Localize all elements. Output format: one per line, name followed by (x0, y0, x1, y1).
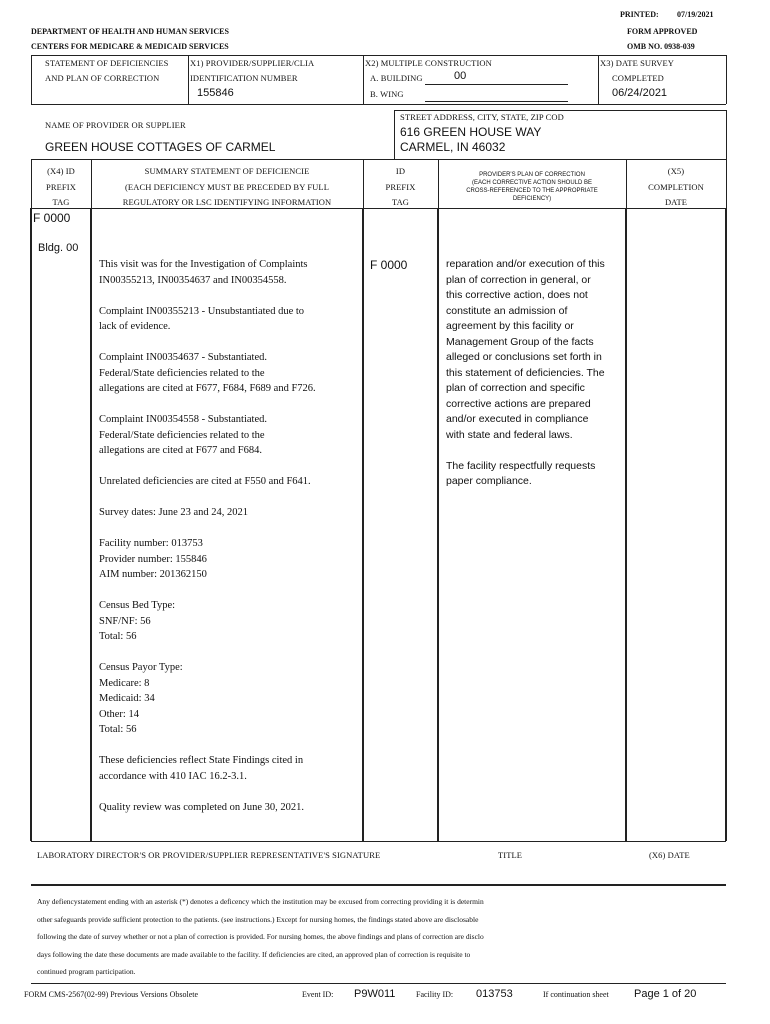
provider-name-label: NAME OF PROVIDER OR SUPPLIER (45, 120, 186, 130)
building-underline (425, 84, 568, 85)
summary-label-3: REGULATORY OR LSC IDENTIFYING INFORMATION (122, 197, 332, 207)
plan-paragraph: reparation and/or execution of this plan of correction in general, or this corrective action, does not constitute an admission of agreement by this facility or Management Group of the facts alleged or conclusions set forth in this statement of deficiencies. The plan of correction and specific corrective actions are prepared and/or executed in compliance with state and federal laws. (446, 258, 605, 441)
plan-label-3: CROSS-REFERENCED TO THE APPROPRIATE (466, 188, 598, 194)
x4-label-2: PREFIX (46, 182, 76, 192)
provider-name-value: GREEN HOUSE COTTAGES OF CARMEL (45, 140, 276, 154)
tag-left: F 0000 (33, 211, 71, 225)
event-id-label: Event ID: (302, 990, 334, 999)
plan-label-2: (EACH CORRECTIVE ACTION SHOULD BE (471, 180, 593, 186)
body-div-3 (437, 208, 439, 841)
x1-label-1: X1) PROVIDER/SUPPLIER/CLIA (190, 58, 315, 68)
body-div-1 (90, 208, 92, 841)
x2-label: X2) MULTIPLE CONSTRUCTION (365, 58, 492, 68)
continuation-label: If continuation sheet (543, 990, 609, 999)
page-number: Page 1 of 20 (634, 988, 697, 1000)
summary-paragraph: These deficiencies reflect State Findings cited in accordance with 410 IAC 16.2-3.1. (99, 755, 304, 782)
box-left (31, 55, 32, 104)
summary-paragraph: Complaint IN00355213 - Unsubstantiated due to lack of evidence. (99, 305, 305, 332)
building-label: A. BUILDING (370, 73, 423, 83)
id-label-1: ID (395, 166, 406, 176)
footnote-line: continued program participation. (37, 967, 136, 976)
box-right (726, 55, 727, 104)
summary-label-1: SUMMARY STATEMENT OF DEFICIENCIE (144, 166, 310, 176)
summary-paragraph: Unrelated deficiencies are cited at F550 and F641. (99, 476, 311, 487)
building-value: 00 (454, 70, 467, 82)
box-div3 (598, 55, 599, 104)
address-label: STREET ADDRESS, CITY, STATE, ZIP COD (400, 112, 564, 122)
summary-paragraph: Complaint IN00354558 - Substantiated. Federal/State deficiencies related to the allegations are cited at F677 and F684. (99, 414, 267, 456)
facility-id-value: 013753 (476, 988, 513, 1000)
address-top-border (394, 110, 726, 111)
box-div2 (363, 55, 364, 104)
wing-underline (425, 101, 568, 102)
building-tag: Bldg. 00 (38, 242, 79, 254)
survey-date-value: 06/24/2021 (612, 87, 668, 99)
statement-label-1: STATEMENT OF DEFICIENCIES (45, 58, 169, 68)
plan-label-1: PROVIDER'S PLAN OF CORRECTION (479, 172, 585, 178)
address-line-1: 616 GREEN HOUSE WAY (400, 125, 542, 139)
x5-label-3: DATE (664, 197, 688, 207)
address-right-border (726, 110, 727, 159)
summary-paragraph: Quality review was completed on June 30, 2021. (99, 801, 304, 813)
summary-paragraph: Complaint IN00354637 - Substantiated. Federal/State deficiencies related to the allegations are cited at F677, F684, F689 and F726. (99, 352, 316, 394)
omb-number: OMB NO. 0938-039 (627, 42, 695, 51)
signature-date-label: (X6) DATE (649, 850, 690, 860)
form-approved: FORM APPROVED (627, 27, 698, 36)
col-right (726, 159, 727, 208)
dept-title: DEPARTMENT OF HEALTH AND HUMAN SERVICES (31, 27, 229, 36)
form-number: FORM CMS-2567(02-99) Previous Versions Obsolete (24, 990, 199, 999)
facility-id-label: Facility ID: (416, 990, 454, 999)
body-div-4 (625, 208, 627, 841)
plan-paragraph: The facility respectfully requests paper compliance. (446, 459, 596, 487)
columns-bottom-border (31, 208, 726, 209)
centers-title: CENTERS FOR MEDICARE & MEDICAID SERVICES (31, 42, 229, 51)
summary-column (99, 257, 361, 815)
box-top-border (31, 55, 726, 56)
x3-label-2: COMPLETED (612, 73, 664, 83)
signature-bottom-border (31, 884, 726, 886)
title-label: TITLE (498, 850, 523, 860)
footnote-line: following the date of survey whether or not a plan of correction is provided. For nursing homes, the above findings and plans of correction are disclo (37, 932, 484, 941)
footnote-line: other safeguards provide sufficient protection to the patients. (see instructions.) Except for nursing homes, the findings stated above are disclosable (37, 914, 479, 924)
x1-label-2: IDENTIFICATION NUMBER (190, 73, 298, 83)
wing-label: B. WING (370, 89, 404, 99)
footnote-block (37, 893, 727, 981)
summary-paragraph: This visit was for the Investigation of Complaints IN00355213, IN00354637 and IN00354558. (99, 259, 308, 286)
plan-label-4: DEFICIENCY) (512, 196, 552, 202)
x5-label-2: COMPLETION (648, 182, 704, 192)
address-left-border (394, 110, 395, 159)
summary-paragraph: Facility number: 013753 Provider number: 155846 AIM number: 201362150 (99, 538, 207, 580)
printed-label: PRINTED: (620, 10, 659, 19)
summary-label-2: (EACH DEFICIENCY MUST BE PRECEDED BY FULL (124, 182, 330, 192)
x3-label-1: X3) DATE SURVEY (600, 58, 675, 68)
x4-label-1: (X4) ID (47, 166, 75, 176)
footnote-line: Any defiencystatement ending with an asterisk (*) denotes a deficency which the institution may be excused from correcting providing it is determin (37, 897, 484, 906)
address-line-2: CARMEL, IN 46032 (400, 140, 506, 154)
id-label-2: PREFIX (385, 182, 416, 192)
provider-id-value: 155846 (197, 87, 234, 99)
event-id-value: P9W011 (354, 988, 396, 1000)
summary-paragraph: Census Bed Type: SNF/NF: 56 Total: 56 (99, 600, 176, 642)
body-left-line (30, 208, 32, 841)
signature-label: LABORATORY DIRECTOR'S OR PROVIDER/SUPPLIER REPRESENTATIVE'S SIGNATURE (37, 850, 381, 860)
box3-bottom-border (598, 104, 726, 105)
body-right-line (725, 208, 727, 841)
summary-paragraph: Census Payor Type: Medicare: 8 Medicaid: 34 Other: 14 Total: 56 (99, 662, 183, 735)
statement-label-2: AND PLAN OF CORRECTION (45, 73, 160, 83)
x4-label-3: TAG (52, 197, 70, 207)
summary-paragraph: Survey dates: June 23 and 24, 2021 (99, 507, 249, 518)
signature-top-border (31, 841, 726, 842)
footnote-bottom-border (31, 983, 726, 984)
tag-mid: F 0000 (370, 258, 408, 272)
columns-top-border (31, 159, 726, 160)
printed-date: 07/19/2021 (677, 10, 714, 19)
plan-column (446, 257, 624, 490)
footnote-line: days following the date these documents are made available to the facility. If deficiencies are cited, an approved plan of correction is requisite to (37, 949, 471, 959)
box1-bottom-border (31, 104, 598, 105)
box-div1 (188, 55, 189, 104)
x5-label-1: (X5) (667, 166, 685, 176)
id-label-3: TAG (391, 197, 410, 207)
body-div-2 (362, 208, 364, 841)
